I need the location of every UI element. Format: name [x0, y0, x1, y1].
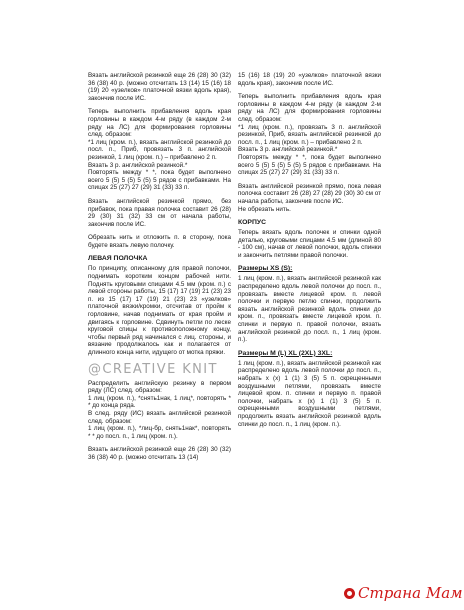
paragraph: Теперь вязать вдоль полочек и спинки одной деталью, круговыми спицами 4.5 мм (длиной 80 - 100 см), начав от левой полочки, вдоль спинки и закончить петлями правой полочки.: [238, 229, 381, 259]
paragraph: Обрезать нить и отложить п. в сторону, пока будете вязать левую полочку.: [88, 234, 231, 249]
sizes-heading-m-3xl: Размеры M (L) XL (2XL) 3XL:: [238, 349, 333, 357]
paragraph: Распределить английскую резинку в первом ряду (ЛС) след. образом: 1 лиц (кром. п.), *снять1нак, 1 лиц*, повторять * * до конца ряда. В след. ряду (ИС) вязать английской резинкой след. образом: 1 лиц (кром. п.), *лиц-бр, снять1нак*, повторять * * до посл. п., 1 лиц (кром. п.).: [88, 379, 231, 440]
logo-text: Страна Мам: [358, 584, 463, 602]
paragraph: По принципу, описанному для правой полочки, поднимать коротким концом рабочей нити. Поднять круговыми спицами 4.5 мм (кром. п.) с левой стороны работы, 15 (17) 17 (19) 21 (23) 23 п. из 15 (17) 17 (19) 21 (23) 23 «узелков» платочной вязки/кромки, отсчитав от пройм к горловине, начав поднимать от края пройм и двигаясь к горловине. Сдвинуть петли по леске круговой спицы к противоположному концу, чтобы первый ряд начинался с лиц. стороны, и вязание продолжалось как и полагается от длинного конца нити, идущего от мотка пряжи.: [88, 265, 231, 356]
section-heading-body: КОРПУС: [238, 219, 266, 227]
paragraph: Вязать английской резинкой еще 26 (28) 30 (32) 36 (38) 40 р. (можно отсчитать 13 (14): [88, 446, 231, 461]
watermark-creative-knit: @CREATIVE KNIT: [88, 361, 218, 377]
sizes-heading-xs-s: Размеры XS (S):: [238, 265, 293, 273]
right-column: [238, 72, 381, 434]
logo-circle-icon: [344, 588, 355, 599]
paragraph: Теперь выполнить прибавления вдоль края горловины в каждом 4-м ряду (в каждом 2-м ряду на ЛС) для формирования горловины след. образом: *1 лиц (кром. п.), вязать английской резинкой до посл. п., Приб, провязать 3 п. английской резинкой, 1 лиц (кром. п.) – прибавлено 2 п. Вязать 3 р. английской резинкой.* Повторять между * *, пока будет выполнено всего 5 (5) 5 (5) 5 (5) 5 рядов с прибавками. На спицах 25 (27) 27 (29) 31 (33) 33 п.: [88, 108, 231, 192]
paragraph: Вязать английской резинкой еще 26 (28) 30 (32) 36 (38) 40 р. (можно отсчитать 13 (14) 15 (16) 18 (19) 20 «узелков» платочной вязки вдоль края), закончив после ИС.: [88, 72, 231, 102]
paragraph: 1 лиц (кром. п.), вязать английской резинкой как распределено вдоль левой полочки до посл. п., провязать вместе лицевой кром. п. левой полочки и первую петлю спинки, продолжить вязать английской резинкой вдоль спинки до кром. п., провязать вместе лицевой кром. п. спинки и первую п. правой полочки, вязать английской резинкой до посл. п., 1 лиц (кром. п.).: [238, 275, 381, 344]
paragraph: 1 лиц (кром. п.), вязать английской резинкой как распределено вдоль левой полочки до посл. п., набрать х (х) 1 (1) 3 (5) 5 п. скрещенными воздушными петлями, провязать вместе лицевой кром. п. спинки и первую п. правой полочки, набрать х (х) 1 (1) 3 (5) 5 п. скрещенными воздушными петлями, продолжить вязать английской резинкой вдоль спинки до посл. п., 1 лиц (кром. п.).: [238, 359, 381, 428]
paragraph: Теперь выполнить прибавления вдоль края горловины в каждом 4-м ряду (в каждом 2-м ряду на ЛС) для формирования горловины след. образом: *1 лиц (кром. п.), провязать 3 п. английской резинкой, Приб, вязать английской резинкой до посл. п., 1 лиц (кром. п.) – прибавлено 2 п. Вязать 3 р. английской резинкой.* Повторять между * *, пока будет выполнено всего 5 (5) 5 (5) 5 (5) 5 рядов с прибавками. На спицах 25 (27) 27 (29) 31 (33) 33 п.: [238, 93, 381, 177]
section-heading-left-front: ЛЕВАЯ ПОЛОЧКА: [88, 255, 148, 263]
paragraph: 15 (16) 18 (19) 20 «узелков» платочной вязки вдоль края), закончив после ИС.: [238, 72, 381, 87]
left-column: [88, 72, 231, 468]
site-logo: [344, 584, 463, 602]
paragraph: Вязать английской резинкой прямо, без прибавок, пока правая полочка составит 26 (28) 29 (30) 31 (32) 33 см от начала работы, закончив после ИС.: [88, 197, 231, 228]
paragraph: Вязать английской резинкой прямо, пока левая полочка составит 26 (28) 27 (28) 29 (30) 30 см от начала работы, закончив после ИС. Не обрезать нить.: [238, 182, 381, 213]
